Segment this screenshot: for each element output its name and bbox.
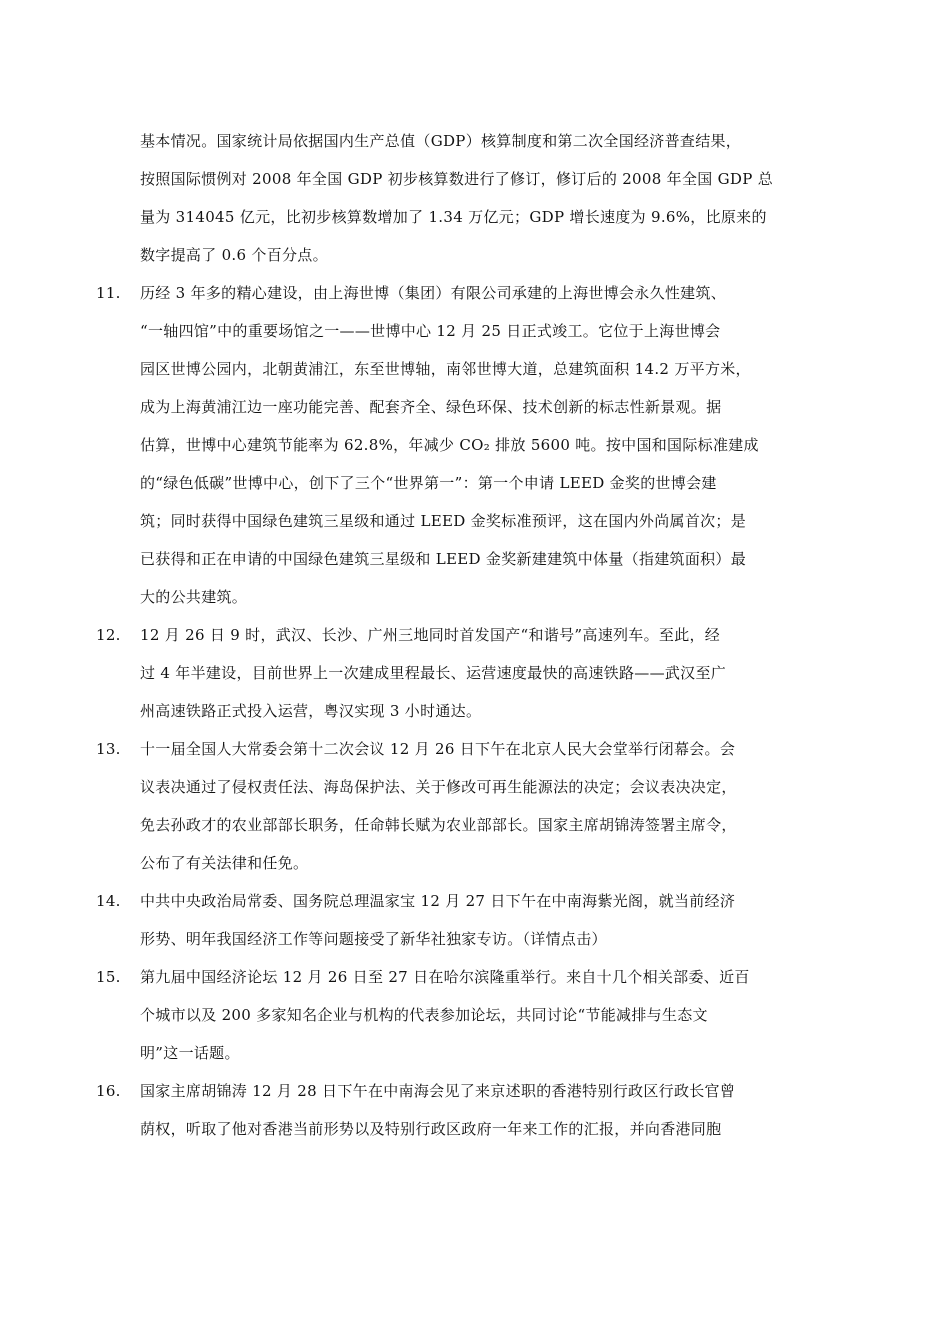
- paragraph-line: 按照国际惯例对 2008 年全国 GDP 初步核算数进行了修订，修订后的 2008 年全国 GDP 总: [140, 170, 773, 188]
- paragraph-line: 园区世博公园内，北朝黄浦江，东至世博轴，南邻世博大道，总建筑面积 14.2 万平方米，: [140, 360, 751, 378]
- list-item-14: [96, 882, 830, 958]
- paragraph-line: 第九届中国经济论坛 12 月 26 日至 27 日在哈尔滨隆重举行。来自十几个相关部委、近百: [140, 968, 750, 986]
- paragraph-line: 12 月 26 日 9 时，武汉、长沙、广州三地同时首发国产“和谐号”高速列车。至此，经: [140, 626, 721, 644]
- paragraph-line: 已获得和正在申请的中国绿色建筑三星级和 LEED 金奖新建建筑中体量（指建筑面积）最: [140, 550, 747, 568]
- paragraph-line: 筑；同时获得中国绿色建筑三星级和通过 LEED 金奖标准预评，这在国内外尚属首次；是: [140, 512, 747, 530]
- paragraph-line: 量为 314045 亿元，比初步核算数增加了 1.34 万亿元；GDP 增长速度为 9.6%，比原来的: [140, 208, 767, 226]
- paragraph-line: 明”这一话题。: [140, 1044, 240, 1062]
- item-number: 16.: [96, 1082, 121, 1100]
- paragraph-line: 基本情况。国家统计局依据国内生产总值（GDP）核算制度和第二次全国经济普查结果，: [140, 132, 742, 150]
- paragraph-line: 数字提高了 0.6 个百分点。: [140, 246, 328, 264]
- paragraph-line: 荫权，听取了他对香港当前形势以及特别行政区政府一年来工作的汇报，并向香港同胞: [140, 1120, 722, 1138]
- paragraph-line: 中共中央政治局常委、国务院总理温家宝 12 月 27 日下午在中南海紫光阁，就当前经济: [140, 892, 736, 910]
- paragraph-line: 形势、明年我国经济工作等问题接受了新华社独家专访。（详情点击）: [140, 930, 607, 948]
- list-item-11: [96, 274, 830, 616]
- paragraph-line: 免去孙政才的农业部部长职务，任命韩长赋为农业部部长。国家主席胡锦涛签署主席令，: [140, 816, 737, 834]
- item-number: 12.: [96, 626, 121, 644]
- paragraph-line: 估算，世博中心建筑节能率为 62.8%，年减少 CO₂ 排放 5600 吨。按中国和国际标准建成: [140, 436, 759, 454]
- item-number: 15.: [96, 968, 121, 986]
- paragraph-line: 议表决通过了侵权责任法、海岛保护法、关于修改可再生能源法的决定；会议表决决定，: [140, 778, 737, 796]
- document-body: [96, 122, 830, 1148]
- continued-paragraph: [140, 122, 830, 274]
- list-item-15: [96, 958, 830, 1072]
- paragraph-line: 大的公共建筑。: [140, 588, 248, 606]
- list-item-13: [96, 730, 830, 882]
- paragraph-line: 个城市以及 200 多家知名企业与机构的代表参加论坛，共同讨论“节能减排与生态文: [140, 1006, 708, 1024]
- paragraph-line: “一轴四馆”中的重要场馆之一——世博中心 12 月 25 日正式竣工。它位于上海世博会: [140, 322, 721, 340]
- paragraph-line: 历经 3 年多的精心建设，由上海世博（集团）有限公司承建的上海世博会永久性建筑、: [140, 284, 727, 302]
- list-item-12: [96, 616, 830, 730]
- list-item-16: [96, 1072, 830, 1148]
- paragraph-line: 国家主席胡锦涛 12 月 28 日下午在中南海会见了来京述职的香港特别行政区行政长官曾: [140, 1082, 736, 1100]
- paragraph-line: 公布了有关法律和任免。: [140, 854, 309, 872]
- item-number: 14.: [96, 892, 121, 910]
- item-number: 11.: [96, 284, 121, 302]
- paragraph-line: 的“绿色低碳”世博中心，创下了三个“世界第一”：第一个申请 LEED 金奖的世博会建: [140, 474, 717, 492]
- paragraph-line: 过 4 年半建设，目前世界上一次建成里程最长、运营速度最快的高速铁路——武汉至广: [140, 664, 727, 682]
- paragraph-line: 成为上海黄浦江边一座功能完善、配套齐全、绿色环保、技术创新的标志性新景观。据: [140, 398, 722, 416]
- paragraph-line: 十一届全国人大常委会第十二次会议 12 月 26 日下午在北京人民大会堂举行闭幕会。会: [140, 740, 736, 758]
- item-number: 13.: [96, 740, 121, 758]
- paragraph-line: 州高速铁路正式投入运营，粤汉实现 3 小时通达。: [140, 702, 482, 720]
